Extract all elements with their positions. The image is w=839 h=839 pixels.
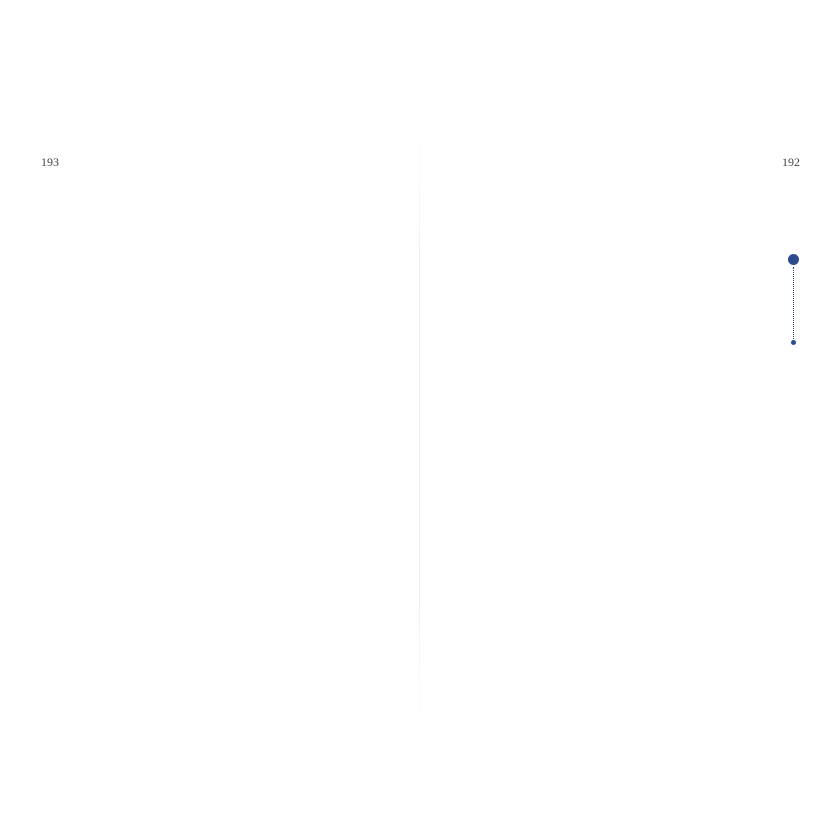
marker-dot [788,254,799,265]
running-title-handwritten [68,152,248,168]
numbered-circle-icon [788,254,800,346]
marker-end-dot [791,340,796,345]
page-number-right: 192 [782,155,800,169]
left-page-body-text [45,230,363,650]
left-page [0,0,419,839]
marker-dotted-line [793,267,794,339]
right-page [420,0,839,839]
page-number-left: 193 [41,155,59,169]
right-page-body-text [448,230,774,650]
